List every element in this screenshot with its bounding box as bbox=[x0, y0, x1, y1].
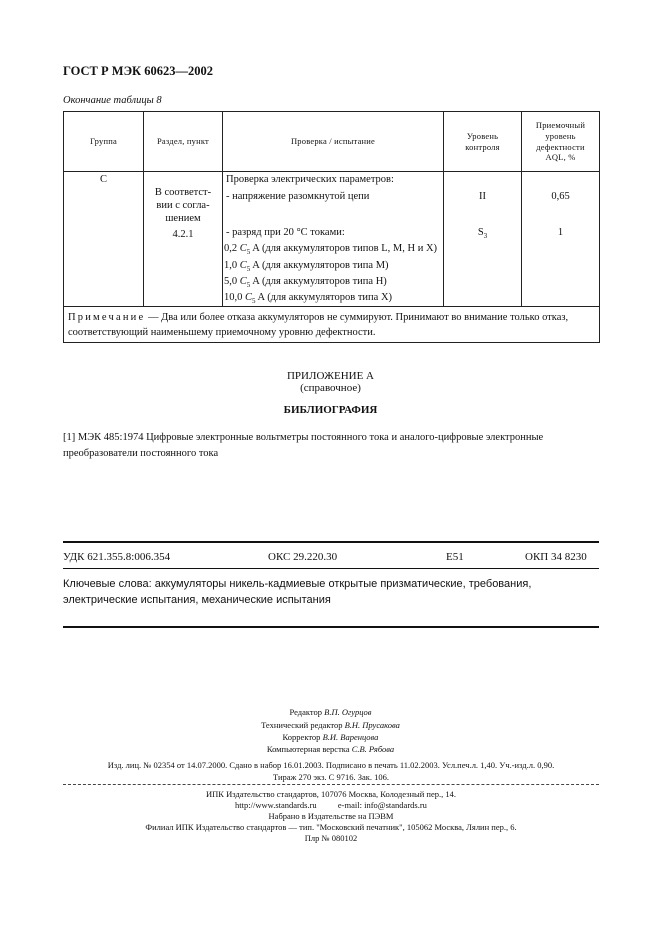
header-test: Проверка / испытание bbox=[223, 112, 444, 172]
current-line: 5,0 $C_5$ A (для аккумуляторов типа H) bbox=[224, 276, 387, 290]
imprint-line: http://www.standards.ru e-mail: info@standards.ru bbox=[235, 800, 427, 810]
cell-section bbox=[144, 172, 223, 307]
imprint-line: Набрано в Издательстве на ПЭВМ bbox=[268, 811, 394, 821]
appendix-subtitle: (справочное) bbox=[300, 382, 361, 394]
table-row bbox=[64, 172, 600, 307]
current-line: 0,2 $C_5$ A (для аккумуляторов типов L, M, H и X) bbox=[224, 243, 438, 257]
test-table bbox=[63, 111, 600, 343]
cell-aql bbox=[522, 172, 600, 307]
note-label: Примечание bbox=[68, 312, 146, 323]
table-continuation-label: Окончание таблицы 8 bbox=[63, 95, 162, 106]
imprint-line: Тираж 270 экз. С 9716. Зак. 106. bbox=[272, 772, 390, 782]
current-line: 1,0 $C_5$ A (для аккумуляторов типа M) bbox=[224, 260, 389, 274]
udc-code: УДК 621.355.8:006.354 bbox=[63, 551, 171, 563]
section-line: шением bbox=[165, 213, 201, 224]
bibliography-title: БИБЛИОГРАФИЯ bbox=[283, 404, 378, 416]
reference-text: МЭК 485:1974 Цифровые электронные вольтметры постоянного тока и аналого-цифровые электронные преобразователи постоянного тока bbox=[63, 432, 544, 459]
header-control-level: Уровень контроля bbox=[444, 112, 522, 172]
control-level-2: $S_3$ bbox=[477, 227, 488, 241]
control-level-1: II bbox=[479, 191, 486, 202]
group-value: C bbox=[99, 174, 107, 185]
section-line: вии с согла- bbox=[156, 200, 210, 211]
cell-control-level bbox=[444, 172, 522, 307]
header-aql: Приемочный уровень дефектности AQL, % bbox=[522, 112, 600, 172]
reference-number: [1] bbox=[63, 432, 76, 443]
current-line: 10,0 $C_5$ A (для аккумуляторов типа X) bbox=[224, 292, 393, 306]
credit-proofreader: Корректор В.И. Варенцова bbox=[282, 732, 379, 742]
divider-top bbox=[63, 541, 599, 543]
imprint-line: ИПК Издательство стандартов, 107076 Москва, Колодезный пер., 14. bbox=[206, 789, 456, 799]
table-note bbox=[64, 307, 600, 343]
credit-editor: Редактор В.П. Огурцов bbox=[289, 707, 372, 717]
test-discharge: - разряд при 20 °С токами: bbox=[226, 227, 345, 238]
oks-code: ОКС 29.220.30 bbox=[268, 551, 338, 563]
bibliography-reference bbox=[63, 430, 599, 462]
divider-bottom bbox=[63, 626, 599, 628]
aql-1: 0,65 bbox=[551, 191, 570, 202]
imprint-line: Филиал ИПК Издательство стандартов — тип. "Московский печатник", 105062 Москва, Лялин пер., 6. bbox=[145, 822, 517, 832]
appendix-title: ПРИЛОЖЕНИЕ А bbox=[286, 370, 374, 382]
imprint-line: Плр № 080102 bbox=[304, 833, 358, 843]
keywords: Ключевые слова: аккумуляторы никель-кадмиевые открытые призматические, требования, электрические испытания, механические испытания bbox=[63, 578, 532, 606]
document-code: ГОСТ Р МЭК 60623—2002 bbox=[63, 64, 213, 78]
okp-code: ОКП 34 8230 bbox=[525, 551, 587, 563]
table-header-row bbox=[64, 112, 600, 172]
imprint-line: Изд. лиц. № 02354 от 14.07.2000. Сдано в набор 16.01.2003. Подписано в печать 11.02.2003. Усл.печ.л. 1,40. Уч.-изд.л. 0,90. bbox=[107, 760, 555, 770]
imprint-divider bbox=[63, 784, 599, 785]
cell-group bbox=[64, 172, 144, 307]
credit-tech-editor: Технический редактор В.Н. Прусакова bbox=[261, 720, 400, 730]
section-line: 4.2.1 bbox=[172, 229, 194, 240]
aql-2: 1 bbox=[557, 227, 564, 238]
table-note-row bbox=[64, 307, 600, 343]
credit-layout: Компьютерная верстка С.В. Рябова bbox=[266, 744, 395, 754]
test-heading: Проверка электрических параметров: bbox=[226, 174, 394, 185]
divider-middle bbox=[63, 568, 599, 569]
header-section: Раздел, пункт bbox=[144, 112, 223, 172]
test-open-circuit: - напряжение разомкнутой цепи bbox=[226, 191, 370, 202]
note-text: — Два или более отказа аккумуляторов не суммируют. Принимают во внимание только отказ, соответствующий наименьшему приемочному уровню дефектности. bbox=[68, 312, 569, 339]
header-group: Группа bbox=[64, 112, 144, 172]
e-code: Е51 bbox=[446, 551, 464, 563]
section-line: В соответст- bbox=[154, 187, 212, 198]
cell-test bbox=[223, 172, 444, 307]
